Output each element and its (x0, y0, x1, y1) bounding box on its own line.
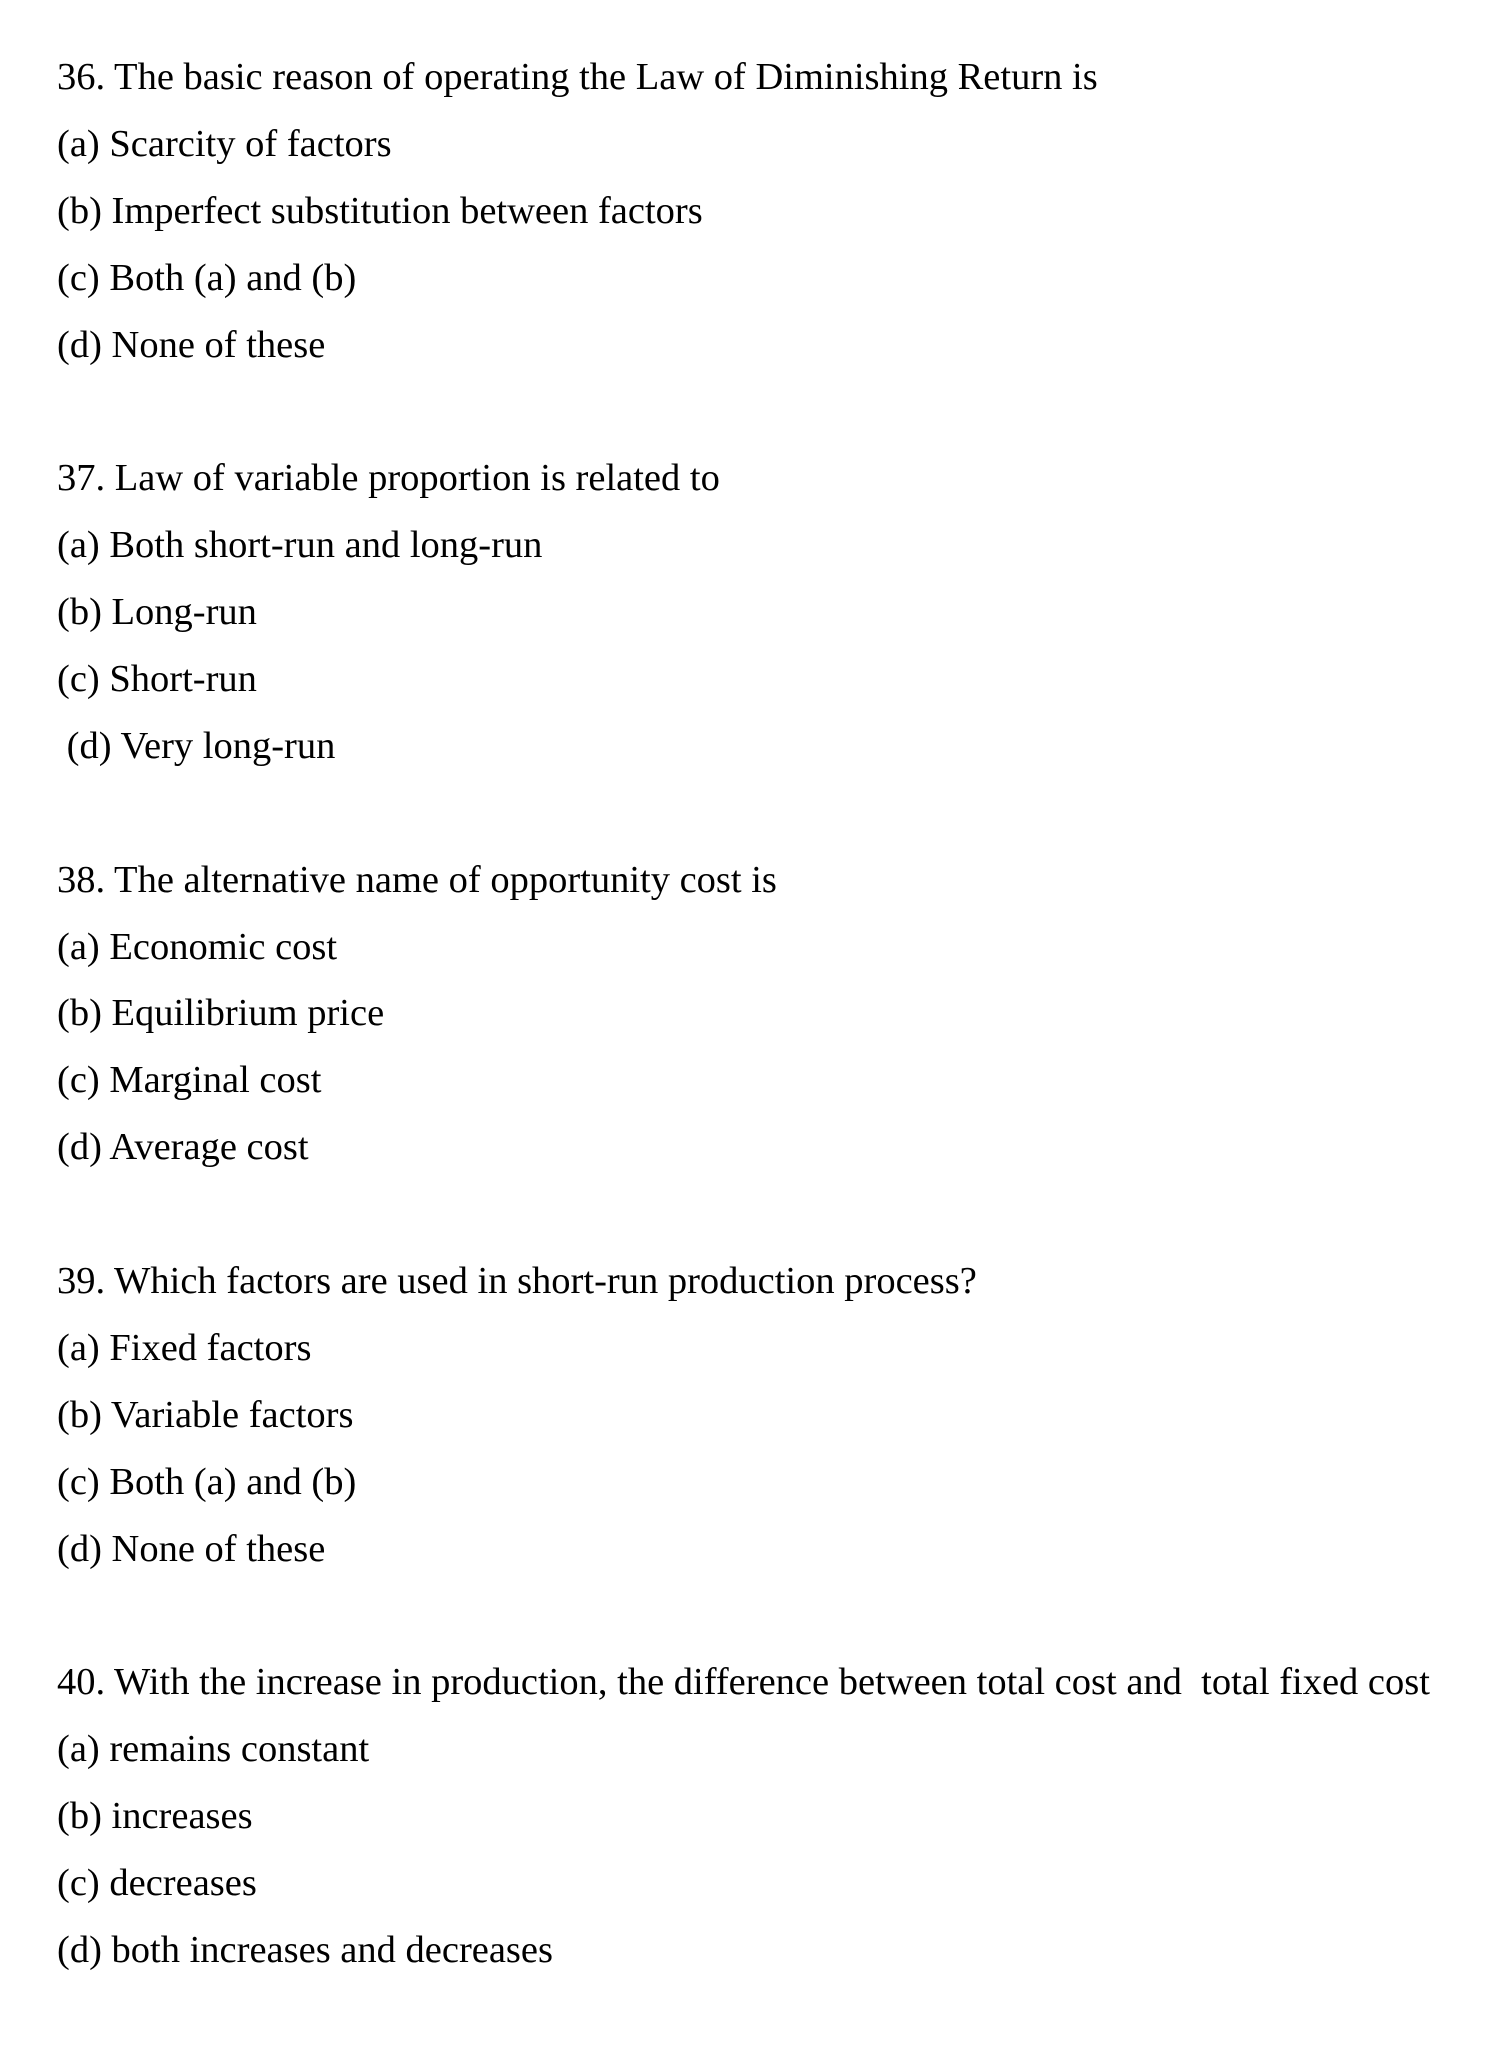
option-a: (a) Economic cost (57, 925, 338, 968)
question-37 (57, 445, 1505, 779)
question-stem: 37. Law of variable proportion is related to (57, 457, 720, 500)
option-b: (b) Long-run (57, 591, 257, 634)
option-d: (d) Very long-run (57, 724, 336, 767)
question-stem: 39. Which factors are used in short-run production process? (57, 1260, 977, 1303)
option-c: (c) Marginal cost (57, 1059, 322, 1102)
question-40 (57, 1649, 1505, 1983)
document-page (57, 44, 1505, 2051)
option-b: (b) Variable factors (57, 1393, 354, 1436)
question-stem: 38. The alternative name of opportunity cost is (57, 858, 777, 901)
option-c: (c) decreases (57, 1862, 257, 1905)
question-stem: 36. The basic reason of operating the Law of Diminishing Return is (57, 56, 1098, 98)
question-38 (57, 847, 1505, 1181)
question-stem: 40. With the increase in production, the difference between total cost and total fixed cost (57, 1661, 1430, 1704)
option-c: (c) Short-run (57, 658, 257, 701)
option-a: (a) Both short-run and long-run (57, 524, 543, 567)
question-36 (57, 44, 1505, 378)
option-a: (a) Fixed factors (57, 1326, 312, 1369)
option-a: (a) remains constant (57, 1728, 370, 1771)
option-b: (b) Imperfect substitution between factors (57, 189, 703, 232)
option-d: (d) None of these (57, 323, 326, 366)
question-39 (57, 1248, 1505, 1582)
option-d: (d) Average cost (57, 1126, 309, 1169)
option-a: (a) Scarcity of factors (57, 122, 392, 165)
option-d: (d) None of these (57, 1527, 326, 1570)
option-b: (b) Equilibrium price (57, 992, 385, 1035)
option-c: (c) Both (a) and (b) (57, 256, 357, 299)
option-c: (c) Both (a) and (b) (57, 1460, 357, 1503)
option-d: (d) both increases and decreases (57, 1928, 553, 1971)
option-b: (b) increases (57, 1795, 253, 1838)
